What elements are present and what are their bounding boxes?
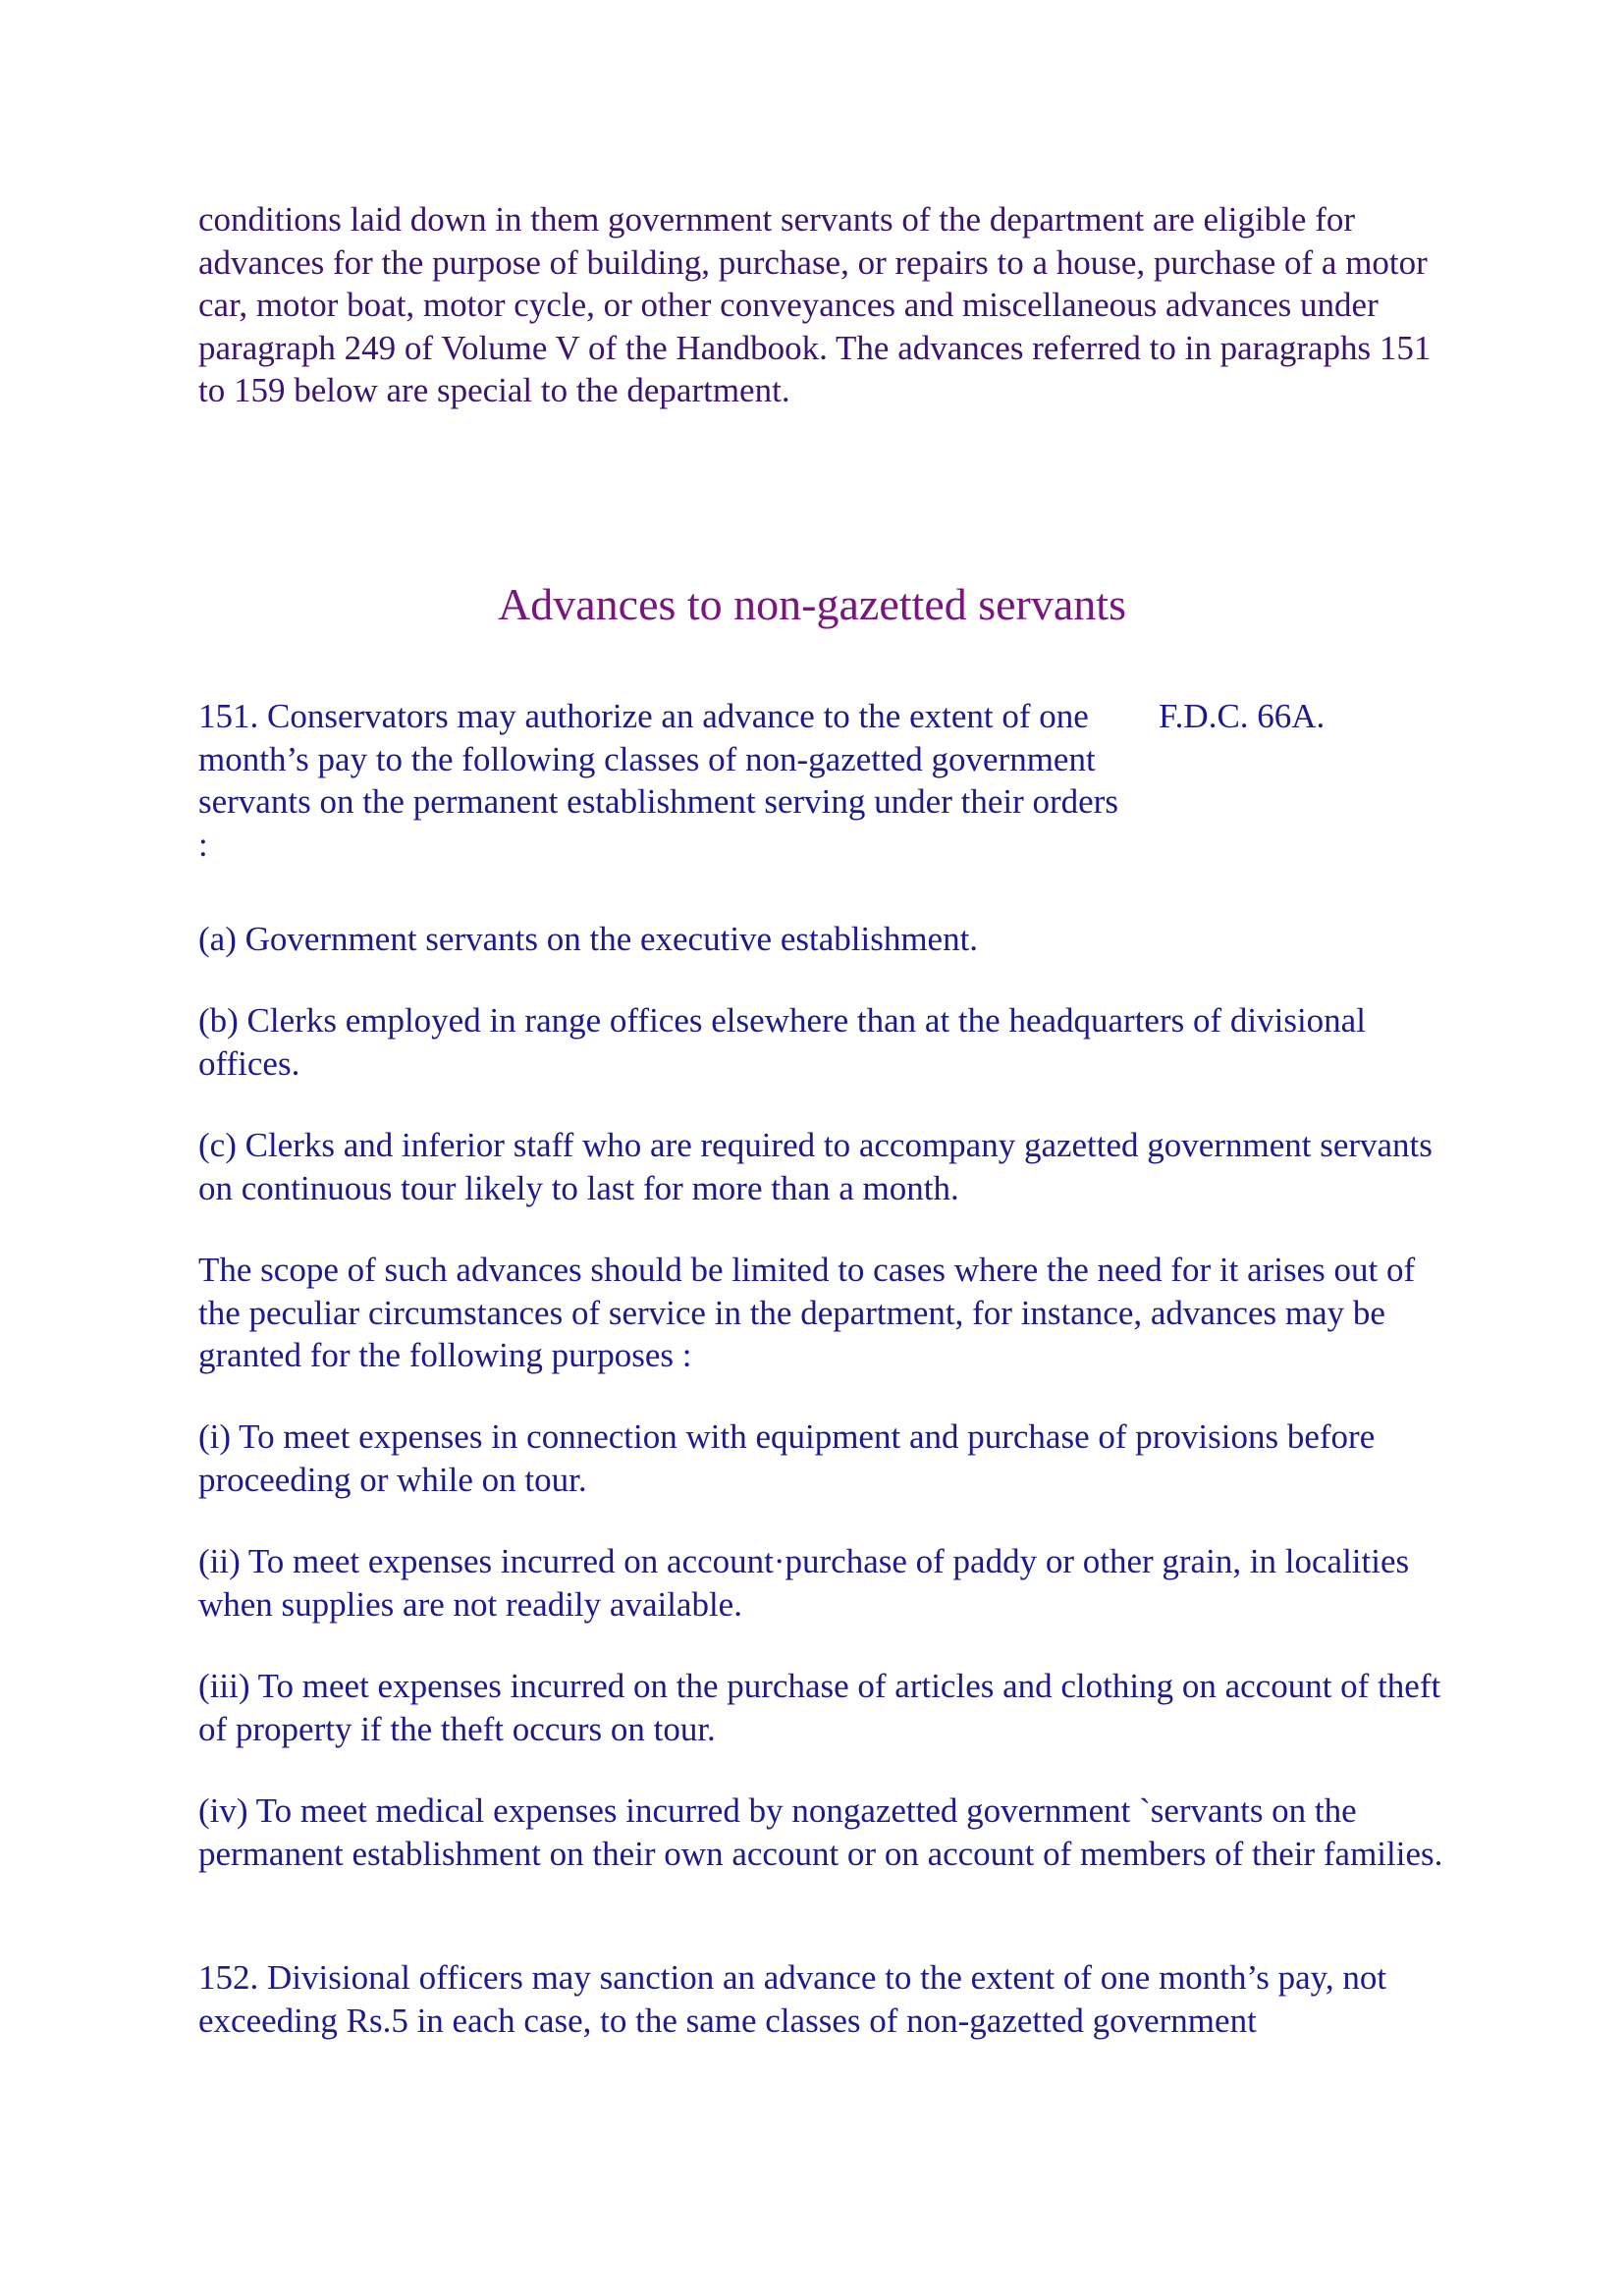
purpose-item-iv: (iv) To meet medical expenses incurred by nongazetted government `servants on the permanent establishment on their own account or on account of members of their families. (198, 1791, 1443, 1873)
class-item-c: (c) Clerks and inferior staff who are required to accompany gazetted government servants on continuous tour likely to last for more than a month. (198, 1126, 1433, 1207)
purpose-item-iii: (iii) To meet expenses incurred on the purchase of articles and clothing on account of theft of property if the theft occurs on tour. (198, 1667, 1441, 1748)
class-item-a: (a) Government servants on the executive establishment. (198, 920, 979, 958)
intro-paragraph: conditions laid down in them government servants of the department are eligible for advances for the purpose of building, purchase, or repairs to a house, purchase of a motor car, motor boat, motor cycle, or other conveyances and miscellaneous advances under paragraph 249 of Volume V of the Handbook. The advances referred to in paragraphs 151 to 159 below are special to the department. (198, 200, 1432, 409)
paragraph-152: 152. Divisional officers may sanction an advance to the extent of one month’s pay, not exceeding Rs.5 in each case, to the same classes of non-gazetted government (198, 1958, 1387, 2040)
margin-reference: F.D.C. 66A. (1159, 697, 1326, 735)
purpose-item-i: (i) To meet expenses in connection with equipment and purchase of provisions before proceeding or while on tour. (198, 1417, 1376, 1499)
class-item-b: (b) Clerks employed in range offices elsewhere than at the headquarters of divisional offices. (198, 1001, 1366, 1083)
paragraph-151: 151. Conservators may authorize an advance to the extent of one month’s pay to the following classes of non-gazetted government servants on the permanent establishment serving under their orders : (198, 697, 1118, 864)
purpose-item-ii: (ii) To meet expenses incurred on account·purchase of paddy or other grain, in localities when supplies are not readily available. (198, 1542, 1410, 1624)
section-heading: Advances to non-gazetted servants (498, 579, 1126, 629)
scope-paragraph: The scope of such advances should be limited to cases where the need for it arises out of the peculiar circumstances of service in the department, for instance, advances may be granted for the following purposes : (198, 1251, 1416, 1374)
